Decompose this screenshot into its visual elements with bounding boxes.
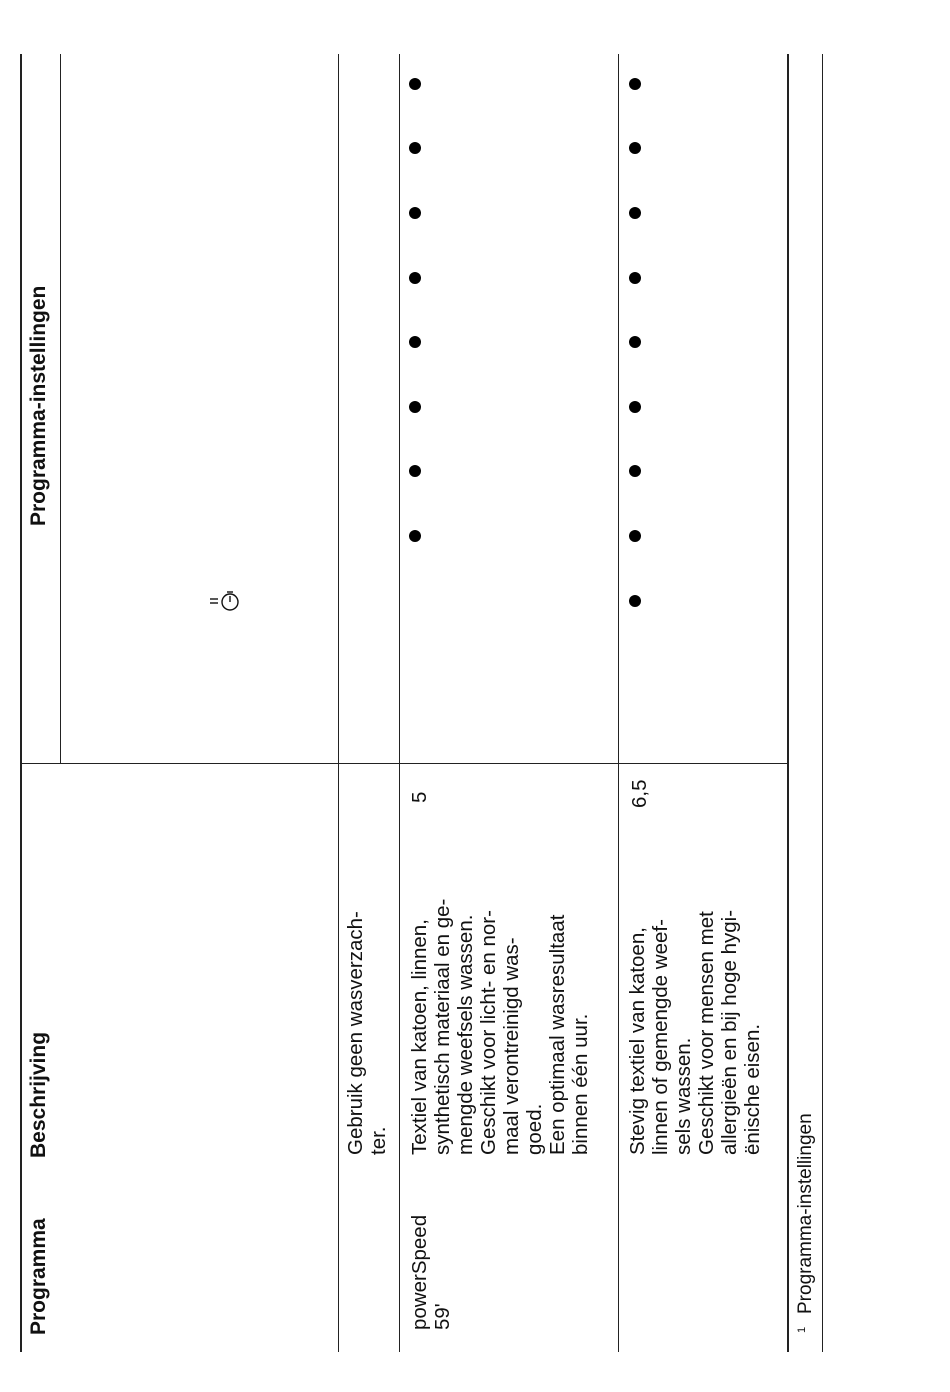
setting-dot bbox=[629, 595, 641, 607]
setting-dot bbox=[629, 336, 641, 348]
setting-dot bbox=[409, 78, 421, 90]
setting-dot bbox=[409, 272, 421, 284]
header-settings-divider bbox=[60, 54, 61, 764]
setting-dot bbox=[409, 530, 421, 542]
setting-dot bbox=[409, 401, 421, 413]
row-divider-3 bbox=[618, 54, 619, 1352]
rapid-timer-icon bbox=[208, 590, 242, 614]
table-top-rule bbox=[20, 54, 22, 1352]
setting-dot bbox=[629, 465, 641, 477]
row-2-program: powerSpeed 59' bbox=[408, 1214, 454, 1330]
setting-dot bbox=[409, 207, 421, 219]
row-divider-1 bbox=[338, 54, 339, 1352]
row-divider-2 bbox=[399, 54, 400, 1352]
row-3-value: 6,5 bbox=[628, 779, 651, 808]
setting-dot bbox=[629, 78, 641, 90]
footnote-rule bbox=[822, 54, 823, 1352]
setting-dot bbox=[409, 142, 421, 154]
header-program: Programma bbox=[27, 1218, 50, 1335]
row-1-description: Gebruik geen wasverzach- ter. bbox=[344, 911, 390, 1155]
setting-dot bbox=[629, 530, 641, 542]
setting-dot bbox=[629, 272, 641, 284]
row-2-value: 5 bbox=[408, 791, 431, 803]
header-settings: Programma-instellingen bbox=[27, 285, 50, 526]
setting-dot bbox=[629, 142, 641, 154]
row-3-description: Stevig textiel van katoen, linnen of gemengde weef- sels wassen. Geschikt voor mensen met allergieën en bij hoge hygi- ënische eisen. bbox=[626, 909, 764, 1155]
footnote-marker: 1 bbox=[796, 1326, 808, 1333]
setting-dot bbox=[409, 465, 421, 477]
footnote-text: Programma-instellingen bbox=[795, 1113, 816, 1314]
setting-dot bbox=[629, 401, 641, 413]
setting-dot bbox=[629, 207, 641, 219]
column-divider-description-settings bbox=[20, 763, 788, 764]
setting-dot bbox=[409, 336, 421, 348]
header-description: Beschrijving bbox=[27, 1031, 50, 1158]
table-bottom-rule bbox=[787, 54, 789, 1352]
row-2-description: Textiel van katoen, linnen, synthetisch materiaal en ge- mengde weefsels wassen. Geschikt voor licht- en nor- maal verontreinigd was- goed. Een optimaal wasresultaat binnen één uur. bbox=[408, 898, 592, 1155]
